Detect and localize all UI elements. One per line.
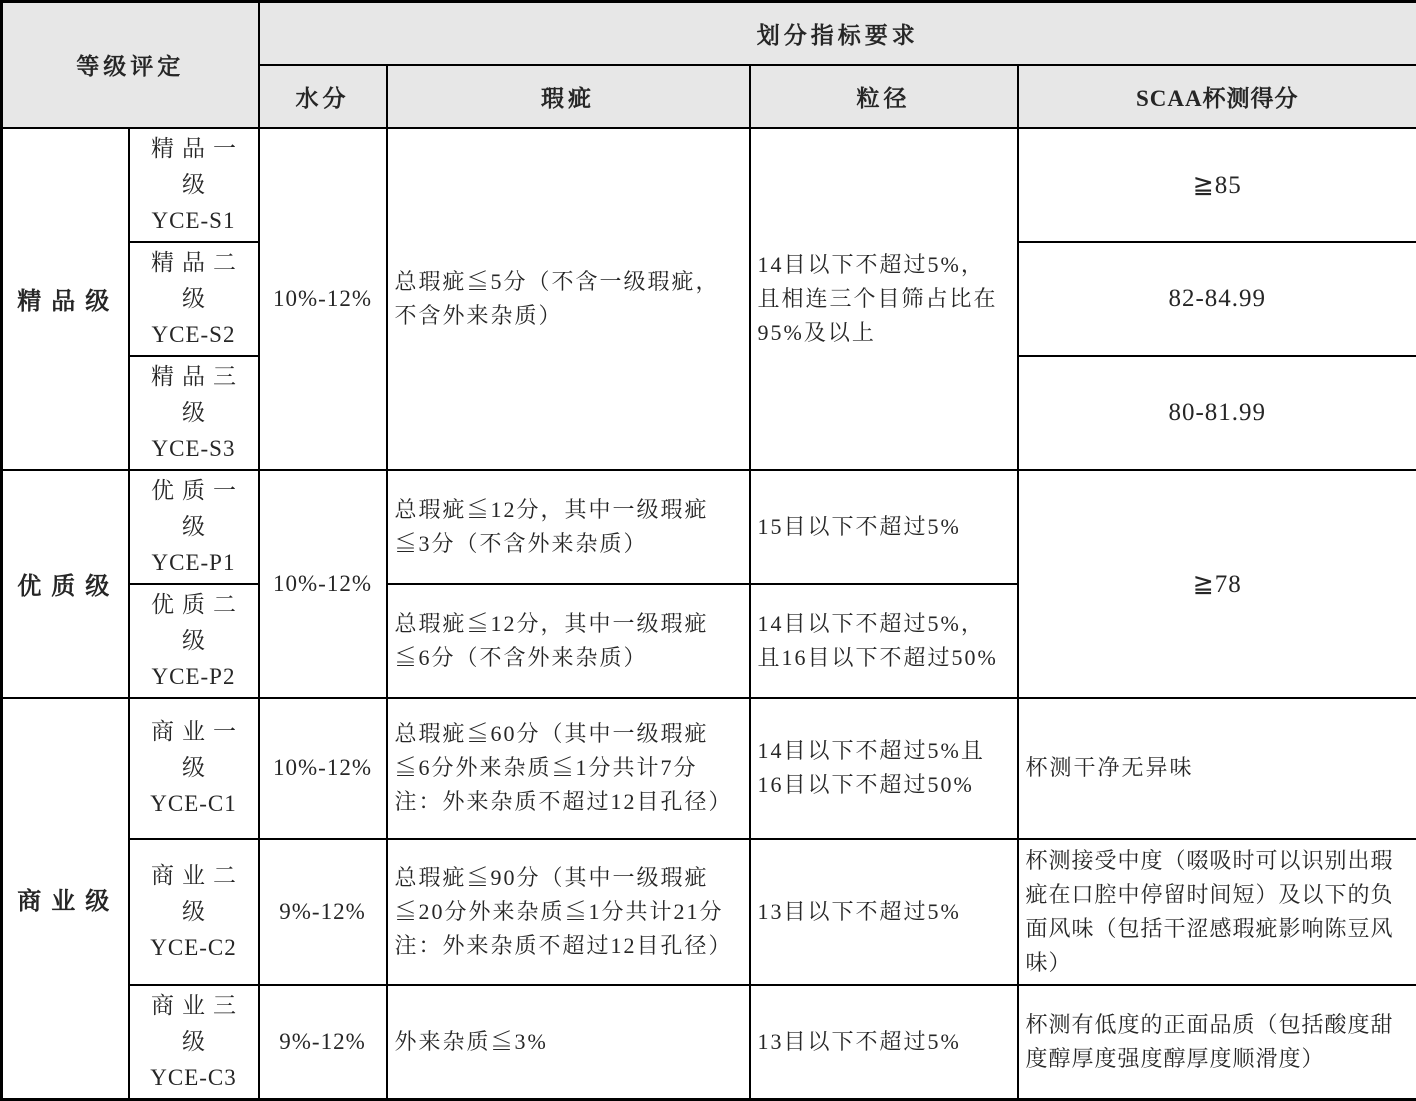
defect-cell-c2: 总瑕疵≦90分（其中一级瑕疵≦20分外来杂质≦1分共计21分注：外来杂质不超过12目孔径） [387, 839, 750, 985]
grade-cell-p1 [129, 470, 259, 584]
defect-cell-p1: 总瑕疵≦12分，其中一级瑕疵≦3分（不含外来杂质） [387, 470, 750, 584]
group-cell-commercial: 商业级 [2, 698, 129, 1100]
scaa-cell-c2: 杯测接受中度（啜吸时可以识别出瑕疵在口腔中停留时间短）及以下的负面风味（包括干涩感瑕疵影响陈豆风味） [1018, 839, 1416, 985]
size-cell-specialty: 14目以下不超过5%，且相连三个目筛占比在95%及以上 [750, 128, 1018, 470]
table-row [2, 985, 1416, 1100]
grade-name: 优质一级 [136, 473, 252, 545]
grade-cell-p2 [129, 584, 259, 698]
table-row [2, 698, 1416, 839]
size-cell-p1: 15目以下不超过5% [750, 470, 1018, 584]
scaa-cell-c3: 杯测有低度的正面品质（包括酸度甜度醇厚度强度醇厚度顺滑度） [1018, 985, 1416, 1100]
header-defect: 瑕疵 [387, 65, 750, 128]
header-scaa-score: SCAA杯测得分 [1018, 65, 1416, 128]
header-moisture: 水分 [259, 65, 387, 128]
scaa-cell-premium: ≧78 [1018, 470, 1416, 698]
size-cell-c3: 13目以下不超过5% [750, 985, 1018, 1100]
grade-name: 商业二级 [136, 858, 252, 930]
grade-code: YCE-S1 [136, 203, 252, 239]
defect-cell-c1: 总瑕疵≦60分（其中一级瑕疵≦6分外来杂质≦1分共计7分注：外来杂质不超过12目孔径） [387, 698, 750, 839]
grade-cell-s1 [129, 128, 259, 242]
moisture-cell-c3: 9%-12% [259, 985, 387, 1100]
group-cell-specialty: 精品级 [2, 128, 129, 470]
grade-cell-c2 [129, 839, 259, 985]
table-row [2, 839, 1416, 985]
grade-cell-c3 [129, 985, 259, 1100]
grade-cell-s2 [129, 242, 259, 356]
defect-cell-specialty: 总瑕疵≦5分（不含一级瑕疵，不含外来杂质） [387, 128, 750, 470]
grade-name: 精品三级 [136, 359, 252, 431]
defect-cell-c3: 外来杂质≦3% [387, 985, 750, 1100]
scaa-cell-c1: 杯测干净无异味 [1018, 698, 1416, 839]
scaa-cell-s3: 80-81.99 [1018, 356, 1416, 470]
size-cell-p2: 14目以下不超过5%，且16目以下不超过50% [750, 584, 1018, 698]
header-criteria: 划分指标要求 [259, 2, 1416, 65]
moisture-cell-premium: 10%-12% [259, 470, 387, 698]
header-grade-rating: 等级评定 [2, 2, 259, 128]
grade-cell-c1 [129, 698, 259, 839]
grade-cell-s3 [129, 356, 259, 470]
grade-name: 商业一级 [136, 714, 252, 786]
grade-name: 商业三级 [136, 988, 252, 1060]
grade-code: YCE-S3 [136, 431, 252, 467]
grade-name: 精品二级 [136, 245, 252, 317]
header-particle-size: 粒径 [750, 65, 1018, 128]
grade-code: YCE-P1 [136, 545, 252, 581]
grade-code: YCE-C3 [136, 1060, 252, 1096]
grade-code: YCE-C2 [136, 930, 252, 966]
moisture-cell-c2: 9%-12% [259, 839, 387, 985]
grade-code: YCE-S2 [136, 317, 252, 353]
header-row-1 [2, 2, 1416, 65]
defect-cell-p2: 总瑕疵≦12分，其中一级瑕疵≦6分（不含外来杂质） [387, 584, 750, 698]
table-row [2, 128, 1416, 242]
grade-name: 精品一级 [136, 131, 252, 203]
grade-code: YCE-C1 [136, 786, 252, 822]
group-cell-premium: 优质级 [2, 470, 129, 698]
grade-name: 优质二级 [136, 587, 252, 659]
scaa-cell-s2: 82-84.99 [1018, 242, 1416, 356]
size-cell-c2: 13目以下不超过5% [750, 839, 1018, 985]
size-cell-c1: 14目以下不超过5%且16目以下不超过50% [750, 698, 1018, 839]
table-row [2, 470, 1416, 584]
moisture-cell-c1: 10%-12% [259, 698, 387, 839]
moisture-cell-specialty: 10%-12% [259, 128, 387, 470]
grade-code: YCE-P2 [136, 659, 252, 695]
scaa-cell-s1: ≧85 [1018, 128, 1416, 242]
